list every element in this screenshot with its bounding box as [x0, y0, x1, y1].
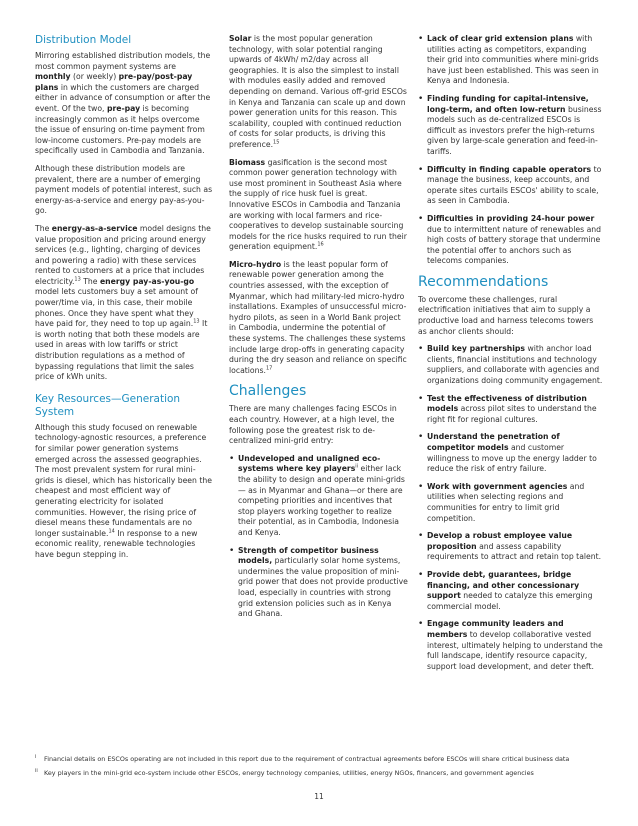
bold-text: pre-pay — [106, 103, 141, 113]
bold-text: Engage community leaders and members — [427, 619, 564, 639]
text: business models such as de-centralized ESCOs is difficult as investors prefer the high-returns given by large-scale generation and feed-in-tariffs. — [427, 104, 602, 156]
challenges-list-continued — [418, 34, 604, 267]
bold-text: Difficulties in providing 24-hour power — [427, 213, 595, 223]
footnote-ref: 17 — [265, 365, 273, 372]
bold-text: Develop a robust employee value proposition — [427, 531, 573, 551]
footnote — [35, 755, 605, 764]
bold-text: Test the effectiveness of distribution models — [427, 393, 587, 414]
text: model designs the value proposition and pricing around energy services (e.g., lighting, charging of devices and powering a radio) with these services rented to customers at a price that includes electricity. — [35, 223, 211, 286]
text: In response to a new economic reality, renewable technologies have begun stepping in. — [35, 528, 198, 559]
bold-text: Build key partnerships — [427, 344, 525, 354]
list-item — [418, 34, 604, 87]
bold-text: Difficulty in finding capable operators — [427, 164, 592, 174]
text: needed to catalyze this emerging commercial model. — [427, 591, 593, 611]
list-item — [418, 165, 604, 207]
list-item — [418, 94, 604, 158]
footnote-number: ii — [35, 768, 38, 774]
text: due to intermittent nature of renewables and high costs of battery storage that undermine the potential offer to anchors such as telecoms companies. — [427, 224, 602, 266]
column-left — [35, 34, 213, 568]
text: and customer willingness to move up the energy ladder to reduce the risk of entry failure. — [427, 443, 597, 474]
list-item — [229, 546, 408, 620]
text: across pilot sites to understand the right fit for regional cultures. — [427, 404, 597, 424]
recommendations-intro: To overcome these challenges, rural electrification initiatives that aim to supply a productive load and harness telecoms towers as anchor clients should: — [418, 294, 594, 336]
bold-text: pre-pay/post-pay plans — [35, 72, 193, 92]
list-item — [418, 531, 604, 563]
text: is the least popular form of renewable power generation among the countries assessed, with the exception of Myanmar, which had military-led micro-hydro installations. Examples of unsuccessful micro-hydro pilots, as seen in a World Bank project in Cambodia, undermine the potential of these systems. The challenges these systems include large drop-offs in generating capacity during the dry season and reliance on specific locations. — [229, 259, 407, 375]
distribution-model-heading: Distribution Model — [35, 34, 132, 46]
bold-text: Biomass — [229, 157, 266, 167]
list-item — [418, 344, 604, 386]
text: model lets customers buy a set amount of power/time via, in this case, their mobile phones. Once they have spent what they have paid for, they need to top up again. — [35, 287, 198, 329]
text: The — [35, 223, 52, 233]
list-item — [418, 570, 604, 612]
list-item — [229, 454, 408, 539]
text: The — [80, 276, 100, 286]
micro-hydro-paragraph — [229, 260, 408, 377]
biomass-paragraph — [229, 158, 408, 253]
footnote-text: Key players in the mini-grid eco-system include other ESCOs, energy technology companies, utilities, energy NGOs, financers, and government agencies — [44, 769, 534, 777]
bold-text: Strength of competitor business models, — [238, 545, 379, 566]
key-resources-paragraph — [35, 423, 213, 561]
text: and assess capability requirements to attract and retain top talent. — [427, 541, 602, 562]
text: either lack the ability to design and operate mini-grids— as in Myanmar and Ghana—or there are competing priorities and incentives that stop players working together to realize their potential, as in Cambodia, Indonesia and Kenya. — [238, 464, 405, 537]
text: is becoming increasingly common as it helps overcome the issue of ensuring on-time payment from low-income customers. Pre-pay models are specifically used in Cambodia and Tanzania. — [35, 103, 205, 156]
footnotes — [35, 755, 605, 783]
challenges-heading: Challenges — [229, 383, 307, 400]
solar-paragraph — [229, 34, 408, 151]
bold-text: Finding funding for capital-intensive, long-term, and often low-return — [427, 93, 589, 114]
recommendations-heading: Recommendations — [418, 273, 549, 290]
list-item — [418, 619, 604, 672]
footnote-ref: ii — [355, 463, 359, 470]
footnote-ref: 13 — [74, 276, 81, 283]
footnote-text: Financial details on ESCOs operating are not included in this report due to the requirement of contractual agreements before ESCOs will share critical business data — [44, 755, 570, 763]
footnote-ref: 16 — [317, 241, 324, 248]
text: Mirroring established distribution models, the most common payment systems are — [35, 51, 211, 71]
text: is the most popular generation technology, with solar potential ranging upwards of 4kWh/ m2/day across all geographies. It is also the simplest to install with modules easily added and removed depending on demand. Various off-grid ESCOs in Kenya and Tanzania can scale up and down power generation units for this reason. This scalability, coupled with continued reduction of costs for solar products, is driving this preference. — [229, 34, 407, 149]
bold-text: Lack of clear grid extension plans — [427, 34, 574, 43]
bold-text: Provide debt, guarantees, bridge financing, and other concessionary support — [427, 569, 580, 601]
distribution-paragraph-2: Although these distribution models are prevalent, there are a number of emerging payment models of potential interest, such as energy-as-a-service and energy pay-as-you-go. — [35, 163, 213, 216]
column-right — [418, 34, 604, 679]
bold-text: monthly — [35, 72, 71, 82]
list-item — [418, 214, 604, 267]
bold-text: Understand the penetration of competitor models — [427, 432, 560, 452]
list-item — [418, 482, 604, 524]
footnote-ref: 14 — [108, 528, 115, 535]
text: and utilities when selecting regions and communities for entry to limit grid competition. — [427, 481, 585, 523]
page-number: 11 — [314, 792, 324, 801]
footnote-number: i — [35, 754, 37, 760]
text: It is worth noting that both these models are used in areas with low tariffs or strict distribution regulations as a method of bypassing regulations that limit the sales price of kWh units. — [35, 319, 208, 382]
text: (or weekly) — [70, 72, 119, 82]
text: in which the customers are charged either in advance of consumption or after the event. Of the two, — [35, 82, 211, 113]
bold-text: Micro-hydro — [229, 259, 282, 269]
footnote-ref: 15 — [273, 139, 280, 146]
column-middle — [229, 34, 408, 627]
list-item — [418, 394, 604, 426]
key-resources-heading: Key Resources—Generation System — [35, 392, 181, 418]
bold-text: Work with government agencies — [427, 481, 568, 491]
text: particularly solar home systems, undermines the value proposition of mini-grid power that does not provide productive load, especially in countries with strong grid extension policies such as in Kenya and Ghana. — [238, 556, 408, 619]
bold-text: Solar — [229, 34, 252, 43]
distribution-paragraph-1 — [35, 51, 213, 157]
footnote-ref: 13 — [193, 318, 200, 325]
challenges-intro: There are many challenges facing ESCOs in each country. However, at a high level, the following pose the greatest risk to de-centralized mini-grid entry: — [229, 404, 397, 446]
footnote — [35, 769, 605, 778]
list-item — [418, 432, 604, 474]
distribution-paragraph-3 — [35, 224, 213, 383]
text: with utilities acting as competitors, expanding their grid into communities where mini-grids have just been established. This was seen in Kenya and Indonesia. — [427, 34, 599, 86]
recommendations-list — [418, 344, 604, 672]
text: Although this study focused on renewable technology-agnostic resources, a preference for similar power generation systems emerged across the assessed geographies. The most prevalent system for rural mini-grids is diesel, which has historically been the cheapest and most efficient way of generating electricity for isolated communities. However, the rising price of diesel means these fundamentals are no longer sustainable. — [35, 422, 212, 538]
bold-text: Undeveloped and unaligned eco-systems where key players — [238, 453, 381, 474]
text: with anchor load clients, financial institutions and technology suppliers, and collaborate with agencies and organizations doing community engagement. — [427, 344, 603, 386]
text: to develop collaborative vested interest, ultimately helping to understand the full landscape, identify resource capacity, support load development, and deter theft. — [427, 629, 603, 671]
challenges-list — [229, 454, 408, 620]
bold-text: energy-as-a-service — [51, 223, 138, 233]
text: gasification is the second most common power generation technology with use most prominent in Southeast Asia where the supply of rice husk fuel is great. Innovative ESCOs in Cambodia and Tanzania are working with local farmers and rice-cooperatives to develop sustainable sourcing models for the rice husks required to run their generation equipment. — [229, 157, 407, 252]
text: to manage the business, keep accounts, and operate sites curtails ESCOs' ability to scale, as seen in Cambodia. — [427, 164, 602, 206]
bold-text: energy pay-as-you-go — [99, 276, 195, 286]
